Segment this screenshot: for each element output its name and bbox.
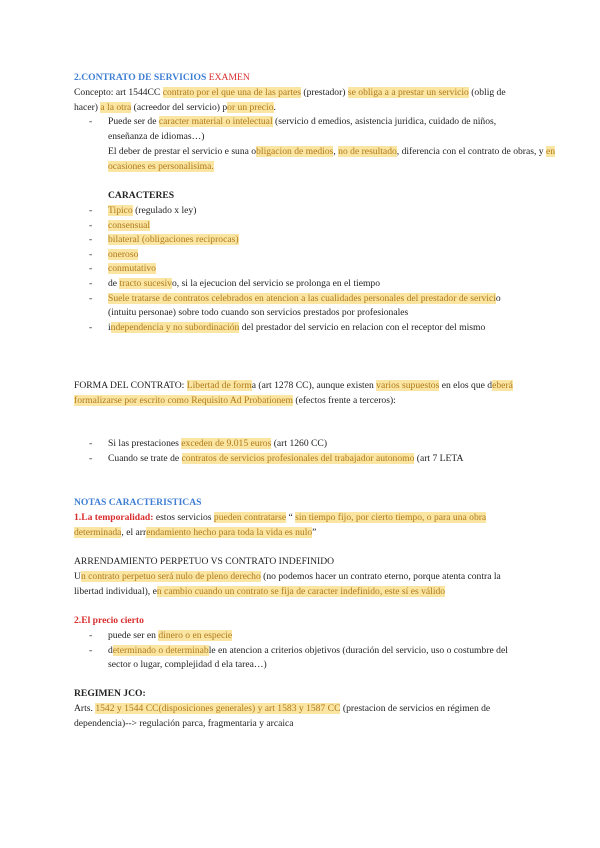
notas-title: NOTAS CARACTERISTICAS: [74, 497, 202, 508]
list-item: - Puede ser de caracter material o intelectual (servicio d emedios, asistencia juridica, cuidado de niños, enseñanza de idiomas…): [74, 115, 524, 144]
list-item: - independencia y no subordinación del prestador del servicio en relacion con el receptor del mismo: [74, 321, 524, 336]
concepto-continuation: El deber de prestar el servicio e suna obligacion de medios, no de resultado, diferencia con el contrato de obras, y en ocasiones es personalisima.: [108, 146, 556, 172]
arrendamiento-title: ARRENDAMIENTO PERPETUO VS CONTRATO INDEFINIDO: [74, 556, 335, 567]
regimen-title: REGIMEN JCO:: [74, 688, 146, 699]
list-item: - consensual: [74, 219, 524, 234]
list-item: - oneroso: [74, 248, 524, 263]
exam-tag: EXAMEN: [208, 72, 250, 83]
concepto-paragraph: Concepto: art 1544CC contrato por el que una de las partes (prestador) se obliga a a prestar un servicio (oblig de hacer) a la otra (acreedor del servicio) por un precio.: [74, 87, 506, 113]
list-item: - Suele tratarse de contratos celebrados en atencion a las cualidades personales del prestador de servicio (intuitu personae) sobre todo cuando son servicios prestados por profesionales: [74, 292, 524, 321]
list-item: - de tracto sucesivo, si la ejecucion del servicio se prolonga en el tiempo: [74, 277, 524, 292]
forma-paragraph: FORMA DEL CONTRATO: Libertad de forma (art 1278 CC), aunque existen varios supuestos en elos que deberá formalizarse por escrito como Requisito Ad Probationem (efectos frente a terceros):: [74, 380, 513, 406]
temporalidad-paragraph: 1.La temporalidad: estos servicios pueden contratarse “ sin tiempo fijo, por cierto tiempo, o para una obra determinada, el arrendamiento hecho para toda la vida es nulo”: [74, 512, 487, 538]
caracteres-title: CARACTERES: [108, 190, 175, 201]
list-item: - Tipico (regulado x ley): [74, 204, 524, 219]
forma-list: [74, 437, 524, 466]
regimen-paragraph: Arts. 1542 y 1544 CC(disposiciones generales) y art 1583 y 1587 CC (prestacion de servicios en régimen de dependencia)--> regulación parca, fragmentaria y arcaica: [74, 703, 491, 729]
arrendamiento-paragraph: Un contrato perpetuo será nulo de pleno derecho (no podemos hacer un contrato eterno, porque atenta contra la libertad individual), en cambio cuando un contrato se fija de caracter indefinido, este sí es válido: [74, 571, 501, 597]
concepto-bullets: [74, 115, 524, 144]
list-item: - Cuando se trate de contratos de servicios profesionales del trabajador autonomo (art 7 LETA: [74, 452, 524, 467]
list-item: - conmutativo: [74, 262, 524, 277]
precio-title: 2.El precio cierto: [74, 615, 144, 626]
precio-list: [74, 629, 524, 673]
list-item: - puede ser en dinero o en especie: [74, 629, 524, 644]
caracteres-list: [74, 204, 524, 335]
section-title: 2.CONTRATO DE SERVICIOS: [74, 72, 207, 83]
list-item: - bilateral (obligaciones reciprocas): [74, 233, 524, 248]
section-heading: [74, 71, 524, 86]
list-item: - Si las prestaciones exceden de 9.015 euros (art 1260 CC): [74, 437, 524, 452]
list-item: - determinado o determinable en atencion a criterios objetivos (duración del servicio, uso o costumbre del sector o lugar, complejidad d ela tarea…): [74, 644, 524, 673]
